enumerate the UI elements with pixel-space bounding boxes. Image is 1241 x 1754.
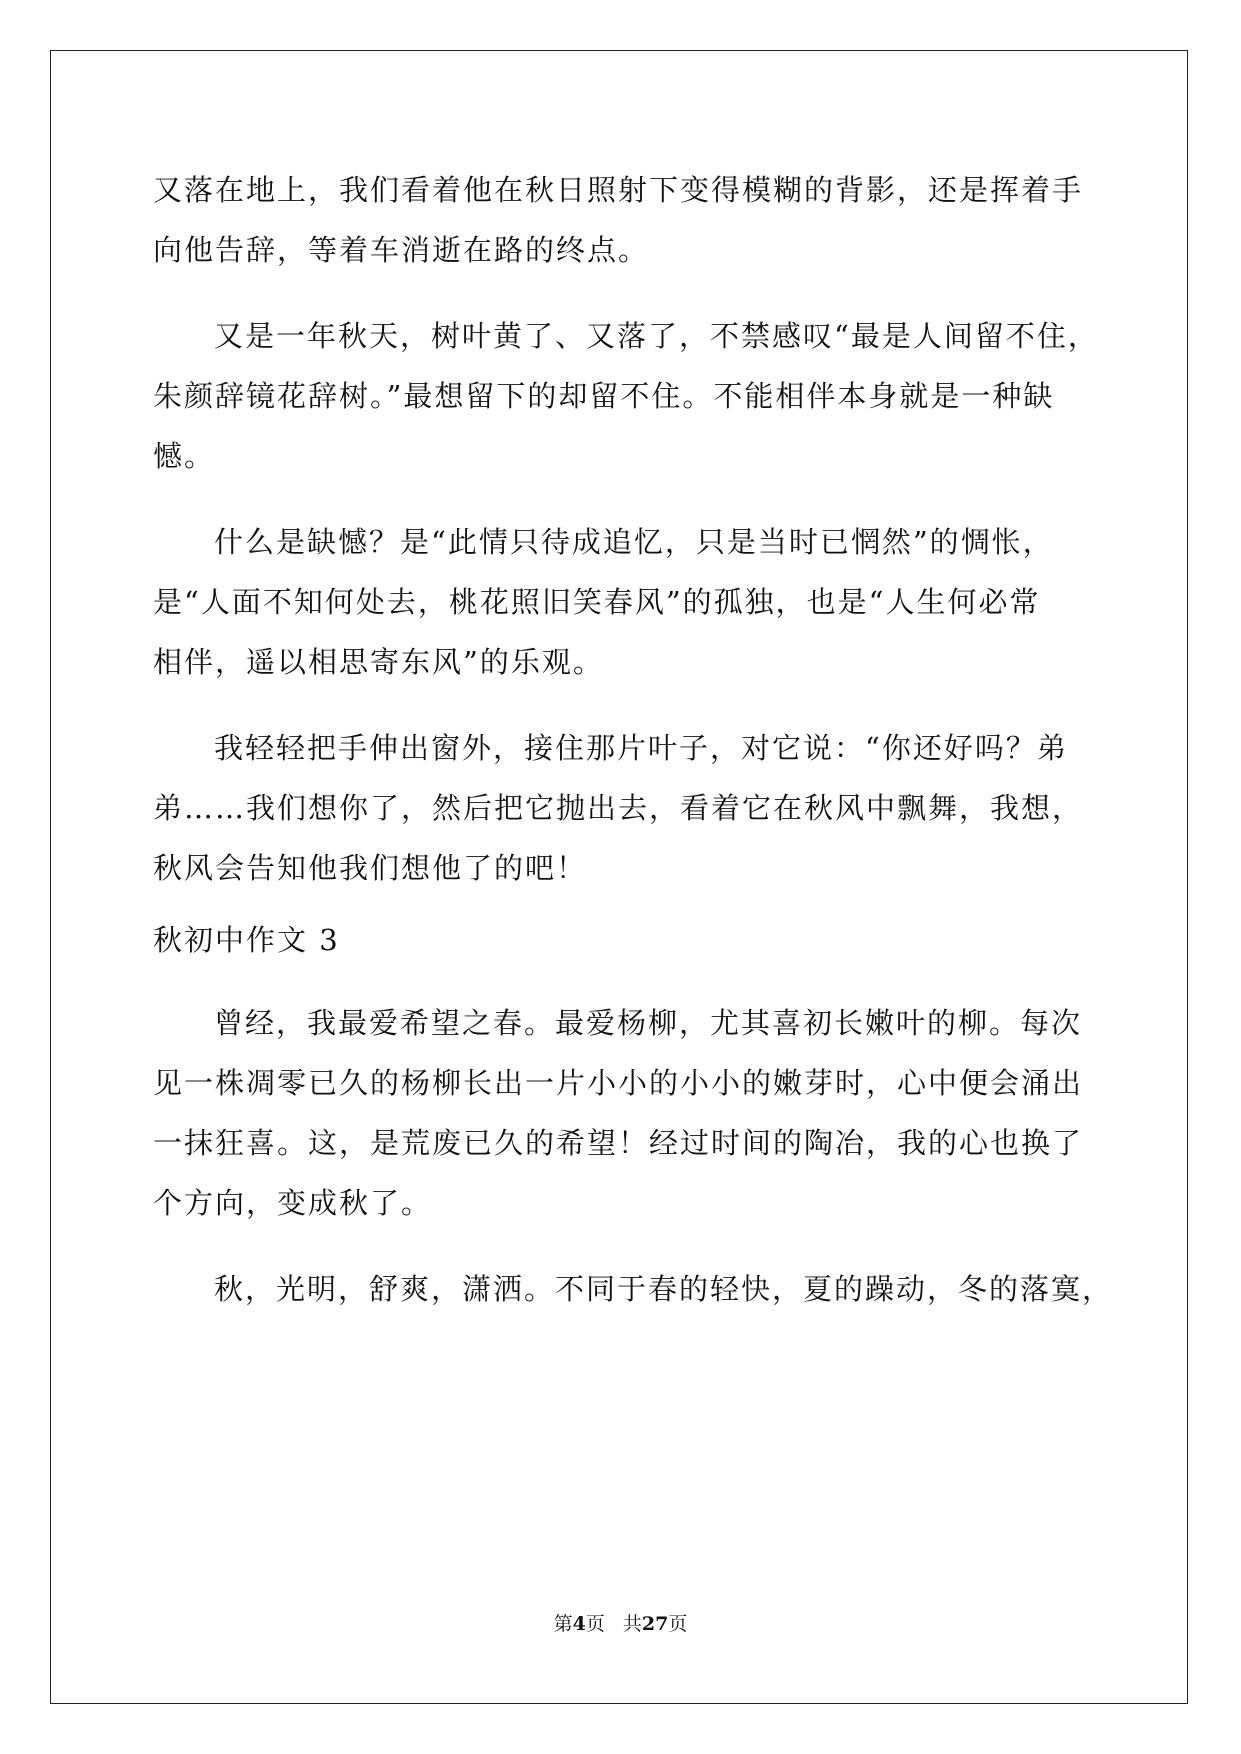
total-label-suffix: 页 <box>668 1613 688 1635</box>
paragraph-first-line: 曾经，我最爱希望之春。最爱杨柳，尤其喜初长嫩叶的柳。每次 <box>214 1006 1083 1040</box>
page-number: 4 <box>572 1613 586 1635</box>
text-line: 朱颜辞镜花辞树。”最想留下的却留不住。不能相伴本身就是一种缺 <box>153 379 1055 413</box>
page-footer <box>0 1612 1241 1636</box>
page-label-prefix: 第 <box>553 1613 573 1635</box>
page-label-suffix: 页 <box>585 1613 605 1635</box>
paragraph-first-line: 什么是缺憾？是“此情只待成追忆，只是当时已惘然”的惆怅， <box>214 525 1054 559</box>
text-line: 向他告辞，等着车消逝在路的终点。 <box>153 233 650 267</box>
text-line: 见一株凋零已久的杨柳长出一片小小的小小的嫩芽时，心中便会涌出 <box>153 1066 1084 1100</box>
text-line: 一抹狂喜。这，是荒废已久的希望！经过时间的陶冶，我的心也换了 <box>153 1126 1084 1160</box>
total-label-prefix: 共 <box>622 1613 642 1635</box>
text-line: 又落在地上，我们看着他在秋日照射下变得模糊的背影，还是挥着手 <box>153 173 1084 207</box>
section-heading: 秋初中作文 3 <box>153 923 340 957</box>
paragraph-first-line: 我轻轻把手伸出窗外，接住那片叶子，对它说：“你还好吗？弟 <box>214 731 1068 765</box>
text-line: 个方向，变成秋了。 <box>153 1186 433 1220</box>
text-line: 秋风会告知他我们想他了的吧！ <box>153 851 588 885</box>
paragraph-first-line: 秋，光明，舒爽，潇洒。不同于春的轻快，夏的躁动，冬的落寞， <box>214 1272 1114 1306</box>
text-line: 是“人面不知何处去，桃花照旧笑春风”的孤独，也是“人生何必常 <box>153 585 1041 619</box>
text-line: 相伴，遥以相思寄东风”的乐观。 <box>153 645 604 679</box>
paragraph-first-line: 又是一年秋天，树叶黄了、又落了，不禁感叹“最是人间留不住， <box>214 319 1099 353</box>
total-pages: 27 <box>641 1613 669 1635</box>
text-line: 憾。 <box>153 439 216 473</box>
text-line: 弟……我们想你了，然后把它抛出去，看着它在秋风中飘舞，我想， <box>153 791 1084 825</box>
